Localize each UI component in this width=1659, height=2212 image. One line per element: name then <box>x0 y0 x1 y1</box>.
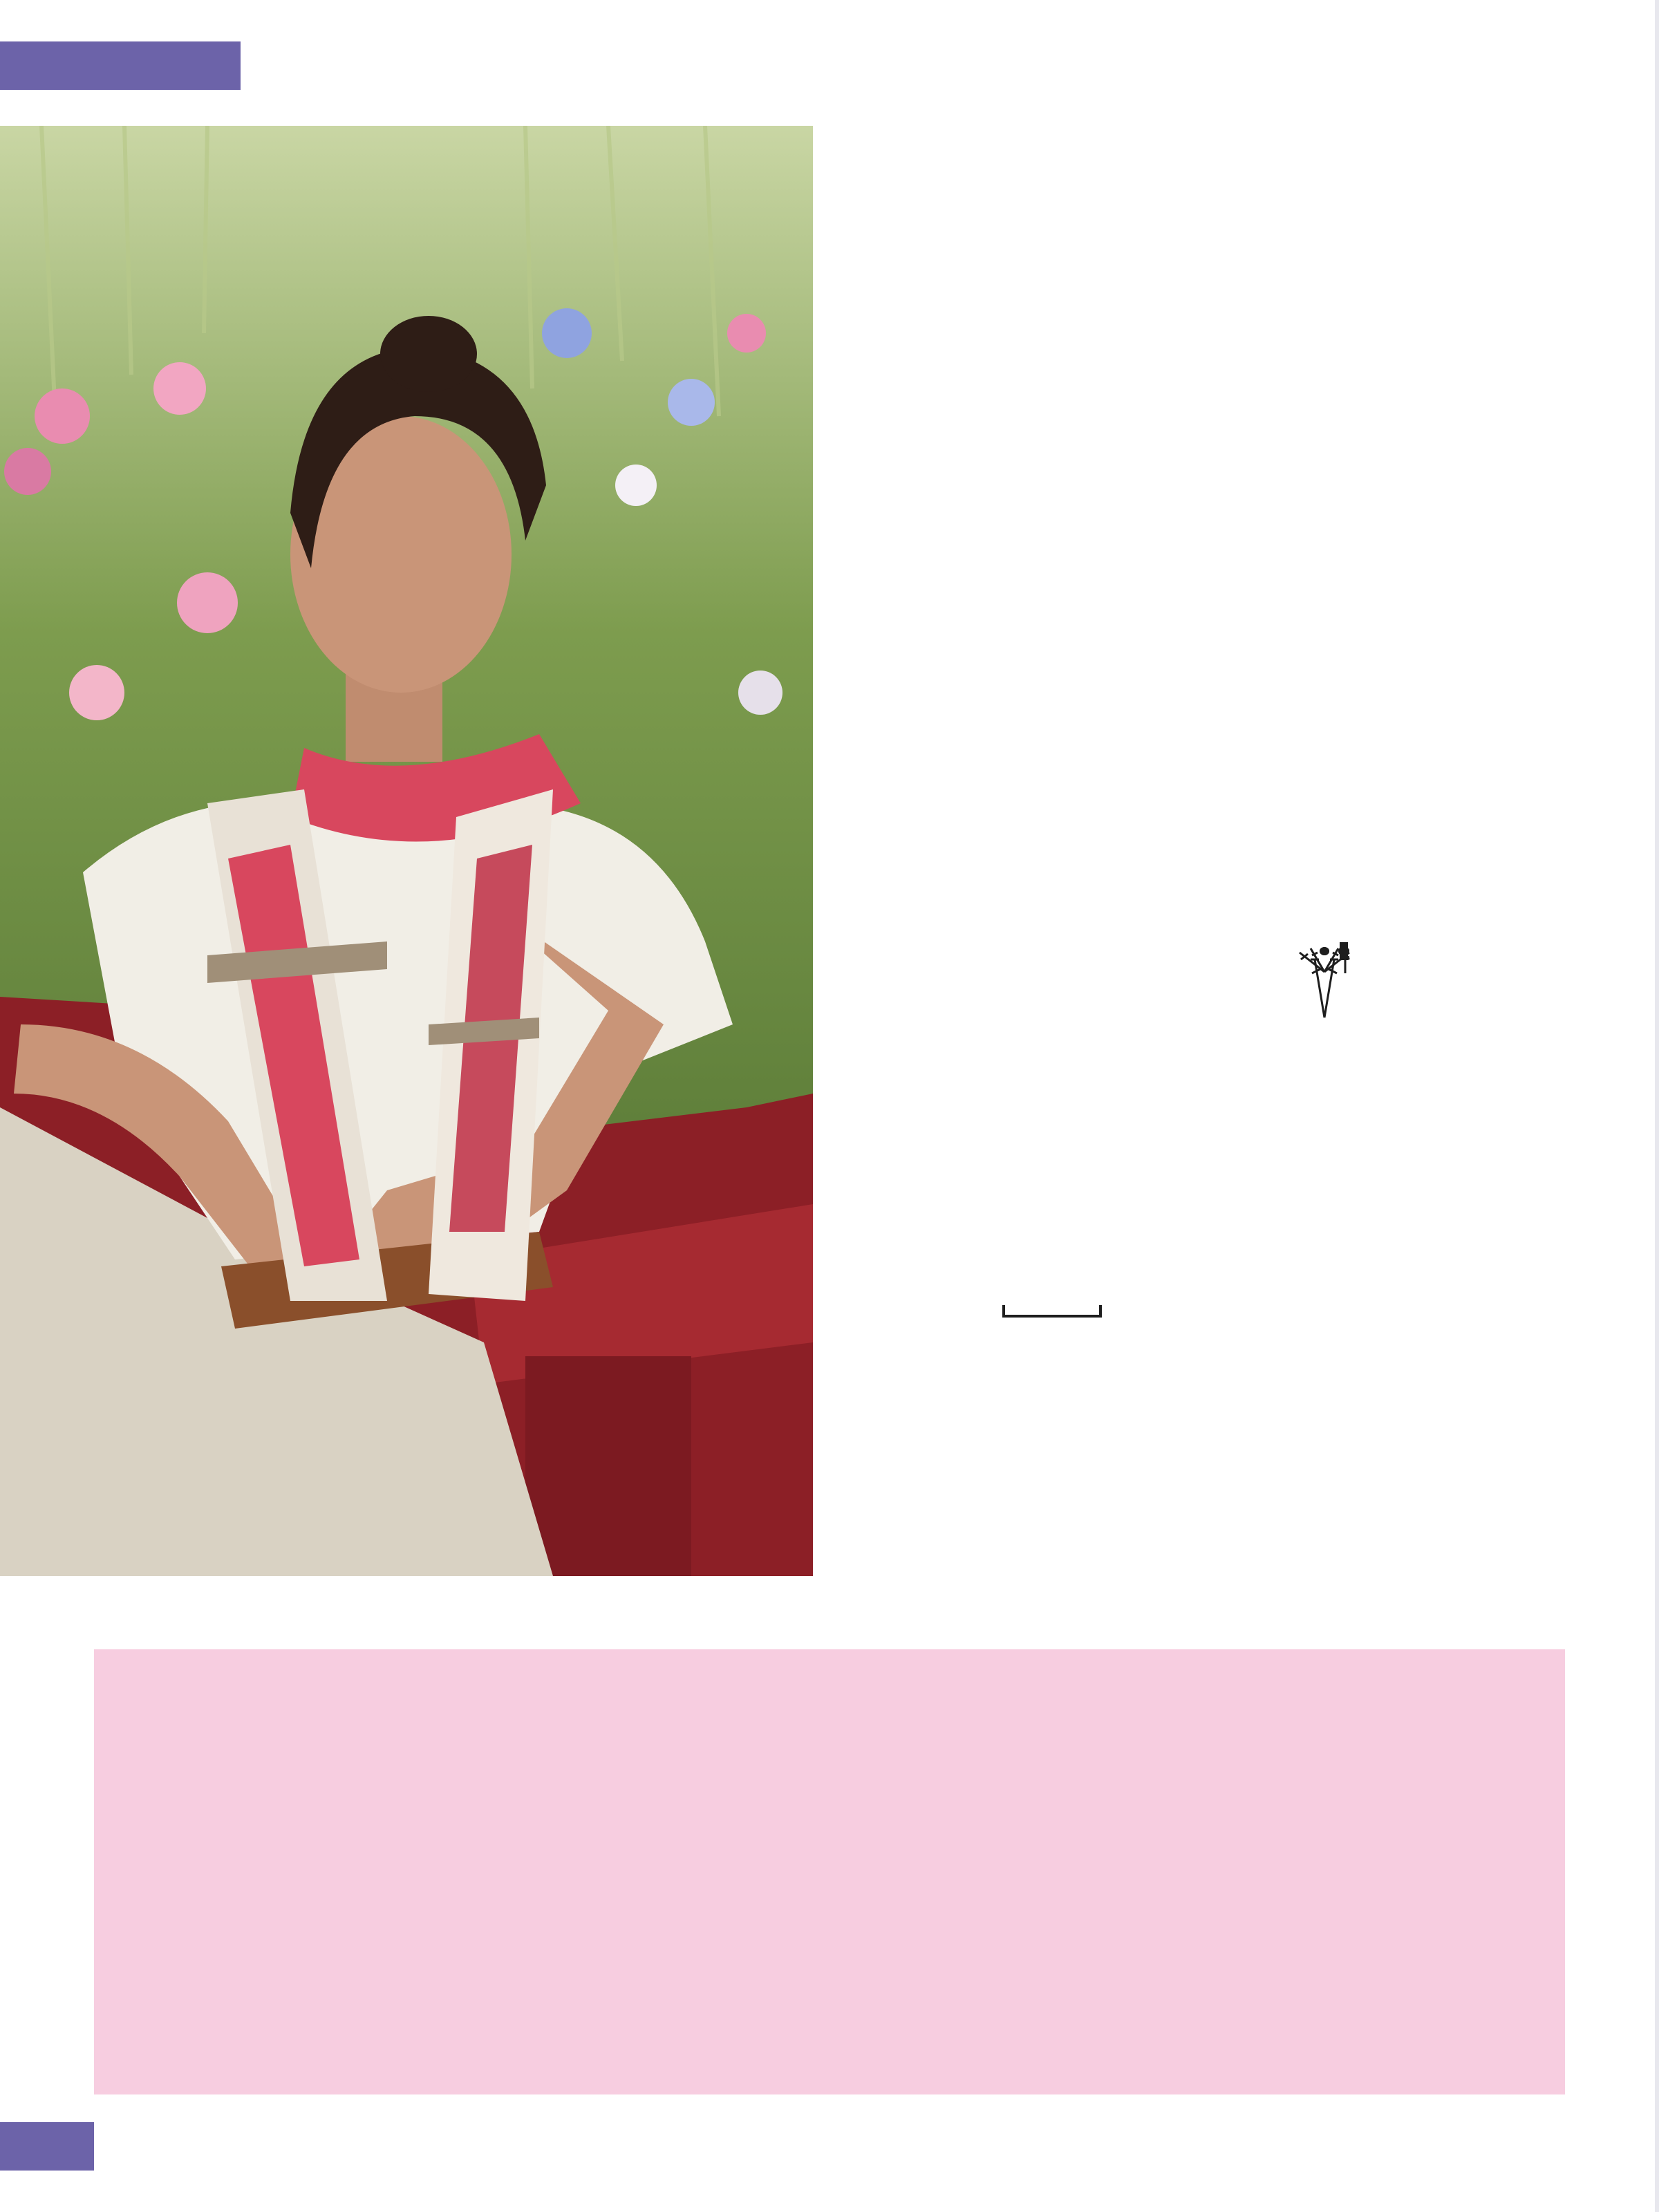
page-number <box>0 2122 94 2171</box>
repeat-bracket <box>1004 1305 1100 1316</box>
v-stitch-icon <box>1293 946 1359 1022</box>
section-tab <box>0 41 241 90</box>
photo-illustration <box>0 126 813 1576</box>
crochet-chart <box>836 940 1224 1355</box>
abbreviations-box <box>94 1649 1565 2094</box>
model-photo <box>0 126 813 1576</box>
page-gutter <box>1655 0 1659 2212</box>
legend <box>1293 937 1583 946</box>
